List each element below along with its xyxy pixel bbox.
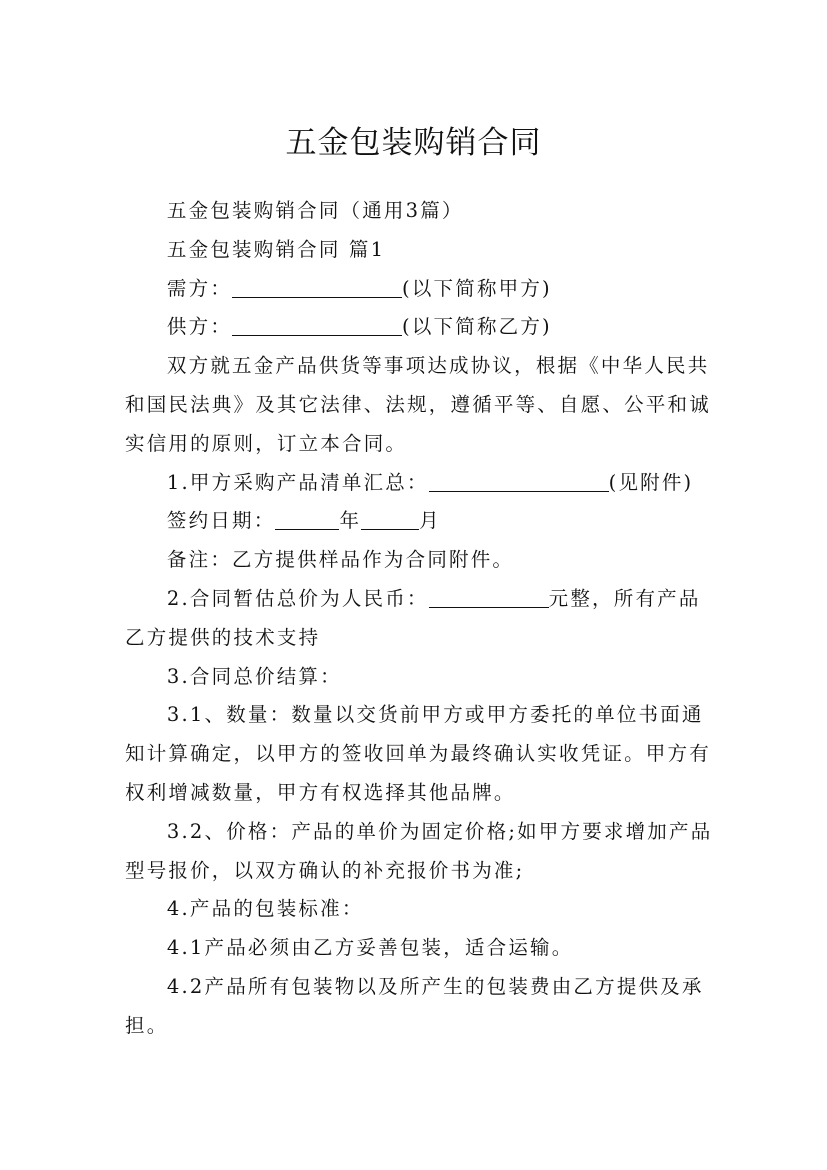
note-line: 备注：乙方提供样品作为合同附件。 xyxy=(166,548,515,572)
item1-suffix: (见附件) xyxy=(608,470,694,494)
buyer-label: 需方： xyxy=(166,276,233,300)
item3-heading: 3.合同总价结算： xyxy=(166,664,342,688)
item4-1-paragraph: 4.1产品必须由乙方妥善包装，适合运输。 xyxy=(166,936,574,960)
document-title: 五金包装购销合同 xyxy=(285,124,542,161)
item1-label: 1.甲方采购产品清单汇总： xyxy=(166,470,429,494)
intro-paragraph: 双方就五金产品供货等事项达成协议，根据《中华人民共和国民法典》及其它法律、法规，遵循平等、自愿、公平和诚实信用的原则，订立本合同。 xyxy=(125,354,711,455)
item1-blank xyxy=(429,469,609,492)
chapter-heading: 五金包装购销合同 篇1 xyxy=(166,237,386,261)
month-label: 月 xyxy=(419,509,441,533)
item4-2-paragraph: 4.2产品所有包装物以及所产生的包装费由乙方提供及承担。 xyxy=(125,974,704,1037)
document-body xyxy=(125,192,715,1046)
item2-paragraph xyxy=(125,580,715,658)
item2-label: 2.合同暂估总价为人民币： xyxy=(166,586,429,610)
year-blank xyxy=(275,507,339,530)
item2-suffix: 元整，所有产品乙方提供的技术支持 xyxy=(125,586,701,649)
item3-2-paragraph: 3.2、价格：产品的单价为固定价格;如甲方要求增加产品型号报价，以双方确认的补充报价书为准; xyxy=(125,819,713,882)
supplier-line xyxy=(125,308,715,347)
year-label: 年 xyxy=(339,509,362,533)
item1-line xyxy=(125,464,715,503)
item2-blank xyxy=(429,585,549,608)
buyer-line xyxy=(125,270,715,309)
item3-1-paragraph: 3.1、数量：数量以交货前甲方或甲方委托的单位书面通知计算确定，以甲方的签收回单为最终确认实收凭证。甲方有权利增减数量，甲方有权选择其他品牌。 xyxy=(125,703,711,804)
buyer-blank xyxy=(232,275,402,298)
sign-date-line xyxy=(125,502,715,541)
buyer-suffix: (以下简称甲方) xyxy=(402,276,552,300)
supplier-blank xyxy=(232,313,402,336)
document-subtitle: 五金包装购销合同（通用3篇） xyxy=(166,199,464,222)
item4-heading: 4.产品的包装标准： xyxy=(166,897,364,921)
sign-date-label: 签约日期： xyxy=(166,509,276,533)
supplier-label: 供方： xyxy=(166,315,233,339)
supplier-suffix: (以下简称乙方) xyxy=(402,315,552,339)
month-blank xyxy=(361,507,419,530)
